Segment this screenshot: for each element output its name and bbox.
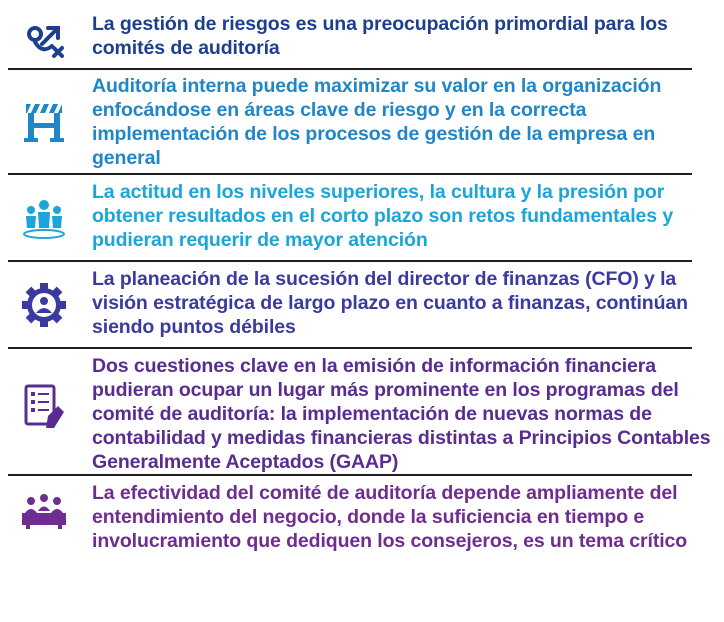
- team-people-icon: [18, 192, 70, 244]
- roadblock-barrier-icon: [18, 96, 70, 148]
- divider: [8, 474, 692, 476]
- checklist-document-icon: [18, 382, 70, 434]
- divider: [8, 260, 692, 262]
- meeting-table-icon: [18, 485, 70, 537]
- divider: [8, 68, 692, 70]
- gear-person-icon: [18, 279, 70, 331]
- route-path-icon: [18, 16, 70, 68]
- item-text: La efectividad del comité de auditoría depende ampliamente del entendimiento del negocio, donde la suficiencia en tiempo e involucramiento que dediquen los consejeros, es un tema crítico: [92, 482, 688, 552]
- item-text: La gestión de riesgos es una preocupación primordial para los comités de auditoría: [92, 13, 668, 59]
- divider: [8, 347, 692, 349]
- item-text: La planeación de la sucesión del director de finanzas (CFO) y la visión estratégica de largo plazo en cuanto a finanzas, continúan siendo puntos débiles: [92, 268, 688, 338]
- divider: [8, 173, 692, 175]
- item-text: La actitud en los niveles superiores, la cultura y la presión por obtener resultados en el corto plazo son retos fundamentales y pudieran requerir de mayor atención: [92, 181, 674, 251]
- item-text: Auditoría interna puede maximizar su valor en la organización enfocándose en áreas clave de riesgo y en la correcta implementación de los procesos de gestión de la empresa en general: [92, 75, 662, 169]
- item-text: Dos cuestiones clave en la emisión de información financiera pudieran ocupar un lugar más prominente en los programas del comité de auditoría: la implementación de nuevas normas de contabilidad y medidas financieras distintas a Principios Contables Generalmente Aceptados (GAAP): [92, 355, 711, 473]
